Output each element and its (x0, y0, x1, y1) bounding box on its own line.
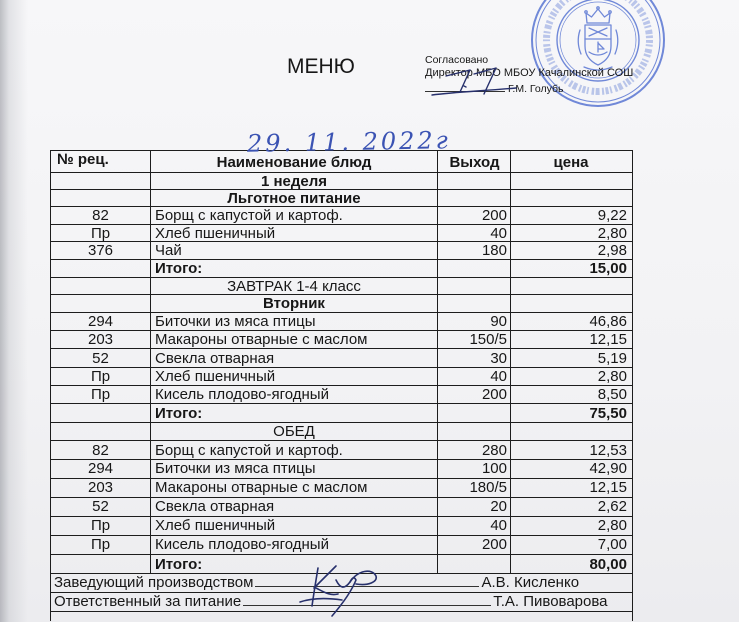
price-cell: 8,50 (510, 386, 632, 403)
production-manager-signature (292, 558, 384, 621)
portion-yield-cell: 20 (437, 498, 510, 516)
price-cell: 2,80 (510, 517, 632, 535)
portion-yield-cell (437, 295, 510, 312)
portion-yield-cell: 180/5 (437, 479, 510, 497)
price-cell: 12,53 (510, 441, 632, 459)
approval-label: Согласовано (425, 54, 489, 66)
portion-yield-cell: 200 (437, 536, 510, 554)
director-signature (428, 62, 520, 100)
dish-name-cell: Кисель плодово-ягодный (150, 536, 437, 554)
section-title: Льготное питание (150, 190, 437, 206)
recipe-number-cell (50, 404, 150, 422)
total-price: 15,00 (510, 260, 632, 277)
portion-yield-cell (437, 278, 510, 295)
portion-yield-cell (437, 555, 510, 573)
total-row (50, 260, 632, 278)
dish-name-cell: Чай (150, 242, 437, 259)
total-price: 75,50 (510, 404, 632, 422)
recipe-number-cell (50, 190, 150, 206)
portion-yield-cell: 150/5 (437, 331, 510, 348)
recipe-number-cell: Пр (50, 368, 150, 385)
menu-item-row (50, 331, 632, 349)
menu-table (50, 150, 633, 621)
section-heading-row (50, 295, 632, 313)
portion-yield-cell: 40 (437, 517, 510, 535)
dish-name-cell: Хлеб пшеничный (150, 225, 437, 242)
price-cell: 2,80 (510, 225, 632, 242)
week-title: 1 неделя (150, 173, 437, 189)
price-cell: 12,15 (510, 479, 632, 497)
recipe-number-cell: Пр (50, 386, 150, 403)
dish-name-cell: Борщ с капустой и картоф. (150, 207, 437, 223)
menu-item-row (50, 242, 632, 260)
price-cell: 46,86 (510, 313, 632, 330)
price-cell: 9,22 (510, 207, 632, 223)
portion-yield-cell (437, 260, 510, 277)
role-label: Ответственный за питание (54, 593, 242, 611)
recipe-number-cell: 52 (50, 498, 150, 516)
section-heading-row (50, 190, 632, 207)
menu-item-row (50, 225, 632, 243)
portion-yield-cell: 100 (437, 460, 510, 478)
menu-item-row (50, 368, 632, 386)
seal-coat-of-arms (578, 7, 618, 70)
recipe-number-cell: 203 (50, 479, 150, 497)
menu-item-row (50, 349, 632, 367)
portion-yield-cell: 40 (437, 225, 510, 242)
menu-item-row (50, 207, 632, 224)
total-label: Итого: (150, 555, 437, 573)
recipe-number-cell: 82 (50, 207, 150, 223)
portion-yield-cell: 90 (437, 313, 510, 330)
dish-name-cell: Кисель плодово-ягодный (150, 386, 437, 403)
recipe-number-cell: Пр (50, 517, 150, 535)
portion-yield-cell (437, 173, 510, 189)
week-row (50, 173, 632, 190)
meal-title: ЗАВТРАК 1-4 класс (150, 278, 437, 295)
portion-yield-cell (437, 404, 510, 422)
header-price: цена (510, 151, 632, 172)
portion-yield-cell: 30 (437, 349, 510, 366)
price-cell (510, 423, 632, 441)
section-title: Вторник (150, 295, 437, 312)
price-cell: 7,00 (510, 536, 632, 554)
recipe-number-cell: Пр (50, 536, 150, 554)
recipe-number-cell (50, 173, 150, 189)
dish-name-cell: Биточки из мяса птицы (150, 460, 437, 478)
recipe-number-cell: 294 (50, 460, 150, 478)
total-row (50, 404, 632, 423)
handwritten-date: 29. 11. 2022г (246, 126, 452, 158)
dish-name-cell: Хлеб пшеничный (150, 517, 437, 535)
official-seal (526, 0, 670, 112)
price-cell: 2,98 (510, 242, 632, 259)
menu-item-row (50, 517, 632, 536)
recipe-number-cell: 294 (50, 313, 150, 330)
menu-table-body (50, 173, 632, 574)
recipe-number-cell: 203 (50, 331, 150, 348)
recipe-number-cell (50, 278, 150, 295)
menu-item-row (50, 460, 632, 479)
dish-name-cell: Биточки из мяса птицы (150, 313, 437, 330)
price-cell (510, 173, 632, 189)
director-name: Г.М. Голубь (508, 83, 564, 95)
document-title: МЕНЮ (287, 55, 355, 78)
meal-row (50, 278, 632, 296)
signer-name: А.В. Кисленко (481, 574, 580, 592)
price-cell (510, 295, 632, 312)
header-recipe-number: № рец. (50, 151, 150, 172)
portion-yield-cell: 200 (437, 386, 510, 403)
portion-yield-cell: 200 (437, 207, 510, 223)
header-dish-name: Наименование блюд (150, 151, 437, 172)
price-cell (510, 278, 632, 295)
meal-title: ОБЕД (150, 423, 437, 441)
total-label: Итого: (150, 260, 437, 277)
recipe-number-cell (50, 555, 150, 573)
signer-name: Т.А. Пивоварова (493, 593, 608, 611)
recipe-number-cell (50, 260, 150, 277)
dish-name-cell: Хлеб пшеничный (150, 368, 437, 385)
recipe-number-cell: 82 (50, 441, 150, 459)
menu-item-row (50, 441, 632, 460)
dish-name-cell: Борщ с капустой и картоф. (150, 441, 437, 459)
recipe-number-cell (50, 423, 150, 441)
price-cell (510, 190, 632, 206)
price-cell: 5,19 (510, 349, 632, 366)
total-price: 80,00 (510, 555, 632, 573)
portion-yield-cell: 40 (437, 368, 510, 385)
recipe-number-cell (50, 295, 150, 312)
price-cell: 42,90 (510, 460, 632, 478)
menu-item-row (50, 536, 632, 555)
portion-yield-cell: 180 (437, 242, 510, 259)
price-cell: 2,80 (510, 368, 632, 385)
recipe-number-cell: Пр (50, 225, 150, 242)
recipe-number-cell: 52 (50, 349, 150, 366)
portion-yield-cell (437, 190, 510, 206)
menu-item-row (50, 479, 632, 498)
dish-name-cell: Свекла отварная (150, 349, 437, 366)
menu-item-row (50, 386, 632, 404)
recipe-number-cell: 376 (50, 242, 150, 259)
price-cell: 2,62 (510, 498, 632, 516)
meal-row (50, 423, 632, 442)
portion-yield-cell: 280 (437, 441, 510, 459)
menu-item-row (50, 498, 632, 517)
dish-name-cell: Свекла отварная (150, 498, 437, 516)
header-yield: Выход (437, 151, 510, 172)
menu-item-row (50, 313, 632, 331)
dish-name-cell: Макароны отварные с маслом (150, 479, 437, 497)
role-label: Заведующий производством (54, 574, 254, 592)
price-cell: 12,15 (510, 331, 632, 348)
dish-name-cell: Макароны отварные с маслом (150, 331, 437, 348)
portion-yield-cell (437, 423, 510, 441)
approval-position: Директор МБО МБОУ Качалинской СОШ (425, 67, 634, 79)
total-label: Итого: (150, 404, 437, 422)
